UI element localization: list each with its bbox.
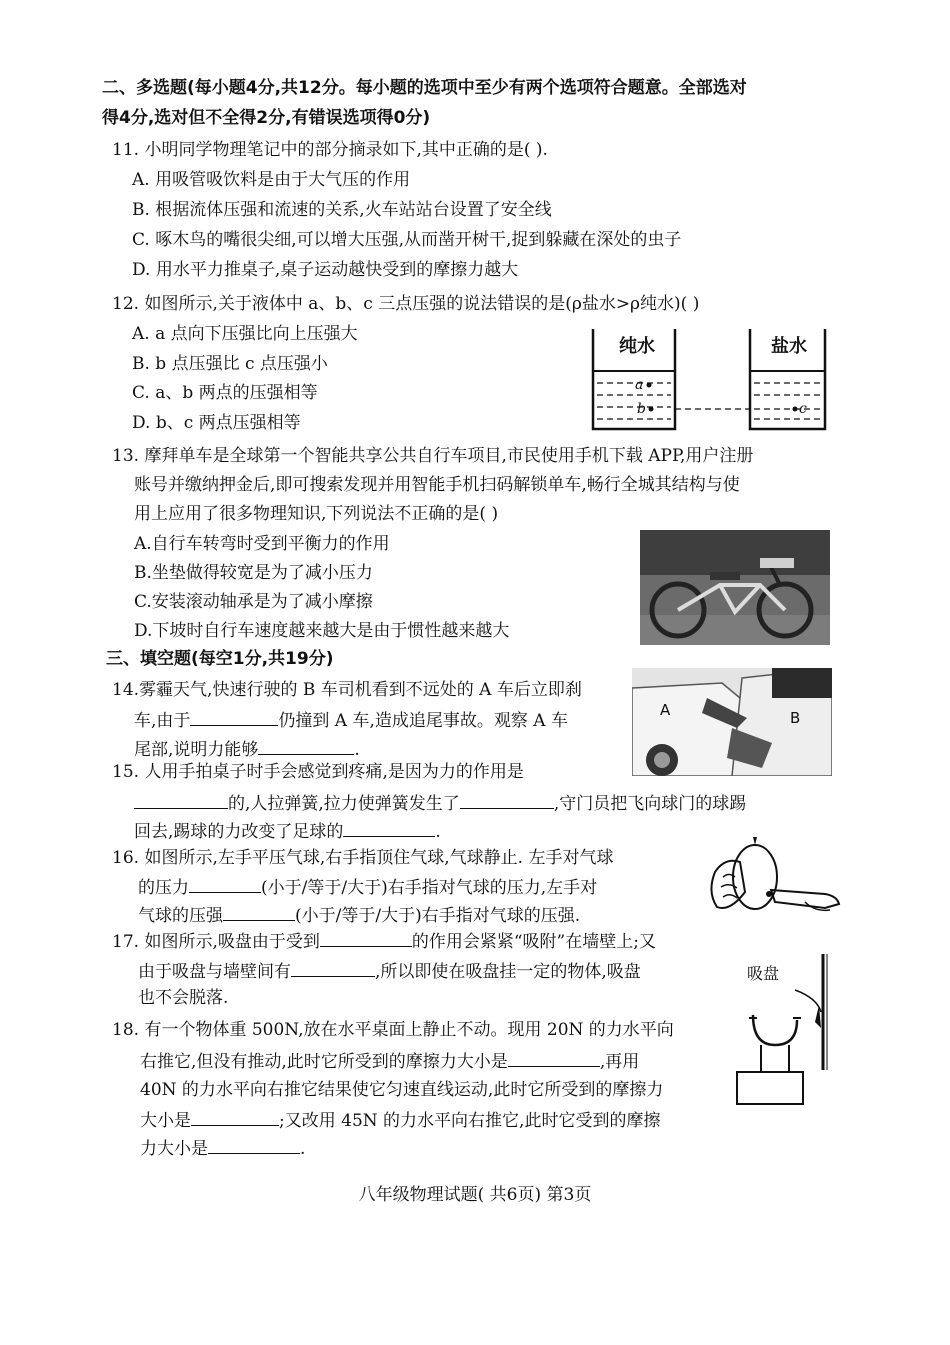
q15-blank-3[interactable] — [343, 818, 435, 837]
q18-line4-text-a: 大小是 — [140, 1111, 191, 1131]
q17-line1-text-a: 17. 如图所示,吸盘由于受到 — [112, 932, 320, 952]
q11-option-d: D. 用水平力推桌子,桌子运动越快受到的摩擦力越大 — [132, 260, 519, 280]
page-footer: 八年级物理试题( 共6页) 第3页 — [358, 1185, 592, 1205]
q15-line2-text-b: ,守门员把飞向球门的球踢 — [553, 794, 747, 814]
q18-blank-3[interactable] — [208, 1135, 300, 1154]
q12-option-a: A. a 点向下压强比向上压强大 — [132, 324, 358, 344]
q12-beaker-figure — [585, 325, 830, 435]
q13-bicycle-photo — [640, 530, 830, 645]
q13-stem-line2: 账号并缴纳押金后,即可搜索发现并用智能手机扫码解锁单车,畅行全城其结构与使 — [134, 475, 740, 495]
q15-line3-text-b: . — [435, 822, 441, 842]
q14-line2-text-b: 仍撞到 A 车,造成追尾事故。观察 A 车 — [278, 711, 568, 731]
q17-suction-cup-figure — [735, 950, 835, 1108]
q14-car-crash-photo — [632, 668, 832, 776]
q14-line2 — [134, 707, 568, 733]
q16-line2-text-b: (小于/等于/大于)右手指对气球的压力,左手对 — [261, 878, 598, 898]
q12-option-c: C. a、b 两点的压强相等 — [132, 383, 318, 403]
q14-line3-text-b: . — [354, 740, 360, 760]
q16-line1: 16. 如图所示,左手平压气球,右手指顶住气球,气球静止. 左手对气球 — [112, 848, 614, 868]
q13-stem-line3: 用上应用了很多物理知识,下列说法不正确的是( ) — [134, 504, 499, 524]
q18-line1: 18. 有一个物体重 500N,放在水平桌面上静止不动。现用 20N 的力水平向 — [112, 1020, 674, 1040]
q13-stem-line1: 13. 摩拜单车是全球第一个智能共享公共自行车项目,市民使用手机下载 APP,用户注册 — [112, 446, 754, 466]
q18-line5 — [140, 1135, 305, 1161]
q11-option-a: A. 用吸管吸饮料是由于大气压的作用 — [132, 170, 411, 190]
q12-option-b: B. b 点压强比 c 点压强小 — [132, 354, 328, 374]
q18-blank-2[interactable] — [191, 1107, 279, 1126]
q18-line4-text-b: ;又改用 45N 的力水平向右推它,此时它受到的摩擦 — [279, 1111, 661, 1131]
q14-car-a-label: A — [660, 701, 671, 719]
q17-line2 — [138, 958, 641, 984]
section3-title: 三、填空题(每空1分,共19分) — [106, 649, 334, 669]
q17-line2-text-b: ,所以即使在吸盘挂一定的物体,吸盘 — [375, 962, 641, 982]
q18-line4 — [140, 1107, 660, 1133]
section2-line1: 二、多选题(每小题4分,共12分。每小题的选项中至少有两个选项符合题意。全部选对 — [102, 78, 747, 98]
q15-line2-text-a: 的,人拉弹簧,拉力使弹簧发生了 — [228, 794, 460, 814]
q18-line3: 40N 的力水平向右推它结果使它匀速直线运动,此时它所受到的摩擦力 — [140, 1080, 664, 1100]
q12-stem: 12. 如图所示,关于液体中 a、b、c 三点压强的说法错误的是(ρ盐水>ρ纯水)( ) — [112, 294, 700, 314]
q15-blank-1[interactable] — [134, 790, 228, 809]
q17-label-suction-cup: 吸盘 — [747, 964, 780, 983]
q15-line2 — [134, 790, 746, 816]
q12-label-salt-water: 盐水 — [771, 336, 807, 357]
q14-car-b-label: B — [790, 709, 801, 727]
q17-blank-1[interactable] — [320, 928, 412, 947]
q17-blank-2[interactable] — [291, 958, 375, 977]
q16-line3-text-b: (小于/等于/大于)右手指对气球的压强. — [295, 906, 581, 926]
q13-option-a: A.自行车转弯时受到平衡力的作用 — [134, 534, 390, 554]
q17-line1-text-b: 的作用会紧紧“吸附”在墙壁上;又 — [411, 932, 656, 952]
q11-option-b: B. 根据流体压强和流速的关系,火车站站台设置了安全线 — [132, 200, 552, 220]
q12-point-c: c — [799, 401, 807, 417]
q16-line2-text-a: 的压力 — [138, 878, 189, 898]
q12-point-b: b — [637, 401, 646, 417]
q14-line1: 14.雾霾天气,快速行驶的 B 车司机看到不远处的 A 车后立即刹 — [112, 680, 582, 700]
q16-blank-2[interactable] — [223, 902, 295, 921]
q18-line2-text-b: ,再用 — [599, 1052, 640, 1072]
q15-blank-2[interactable] — [460, 790, 554, 809]
q13-option-c: C.安装滚动轴承是为了减小摩擦 — [134, 592, 373, 612]
q18-blank-1[interactable] — [508, 1048, 600, 1067]
q14-blank-2[interactable] — [258, 736, 354, 755]
q14-line3 — [134, 736, 360, 762]
q18-line2-text-a: 右推它,但没有推动,此时它所受到的摩擦力大小是 — [140, 1052, 508, 1072]
q12-point-a: a — [635, 377, 644, 393]
q17-line3: 也不会脱落. — [138, 988, 229, 1008]
q16-line3 — [138, 902, 580, 928]
q18-line5-text-b: . — [300, 1139, 306, 1159]
q12-option-d: D. b、c 两点压强相等 — [132, 413, 301, 433]
q11-option-c: C. 啄木鸟的嘴很尖细,可以增大压强,从而凿开树干,捉到躲藏在深处的虫子 — [132, 230, 682, 250]
q15-line1: 15. 人用手拍桌子时手会感觉到疼痛,是因为力的作用是 — [112, 762, 524, 782]
q14-line3-text-a: 尾部,说明力能够 — [134, 740, 259, 760]
q16-line3-text-a: 气球的压强 — [138, 906, 223, 926]
q11-stem: 11. 小明同学物理笔记中的部分摘录如下,其中正确的是( ). — [112, 140, 548, 160]
q15-line3-text-a: 回去,踢球的力改变了足球的 — [134, 822, 344, 842]
q18-line2 — [140, 1048, 639, 1074]
q16-line2 — [138, 874, 597, 900]
q17-line2-text-a: 由于吸盘与墙壁间有 — [138, 962, 291, 982]
q15-line3 — [134, 818, 441, 844]
section2-line2: 得4分,选对但不全得2分,有错误选项得0分) — [102, 108, 431, 128]
q18-line5-text-a: 力大小是 — [140, 1139, 208, 1159]
q13-option-b: B.坐垫做得较宽是为了减小压力 — [134, 563, 373, 583]
q14-blank-1[interactable] — [190, 707, 278, 726]
q13-option-d: D.下坡时自行车速度越来越大是由于惯性越来越大 — [134, 621, 510, 641]
q16-balloon-figure — [705, 832, 845, 932]
q17-line1 — [112, 928, 656, 954]
q14-line2-text-a: 车,由于 — [134, 711, 191, 731]
q16-blank-1[interactable] — [189, 874, 261, 893]
q12-label-pure-water: 纯水 — [619, 336, 655, 357]
